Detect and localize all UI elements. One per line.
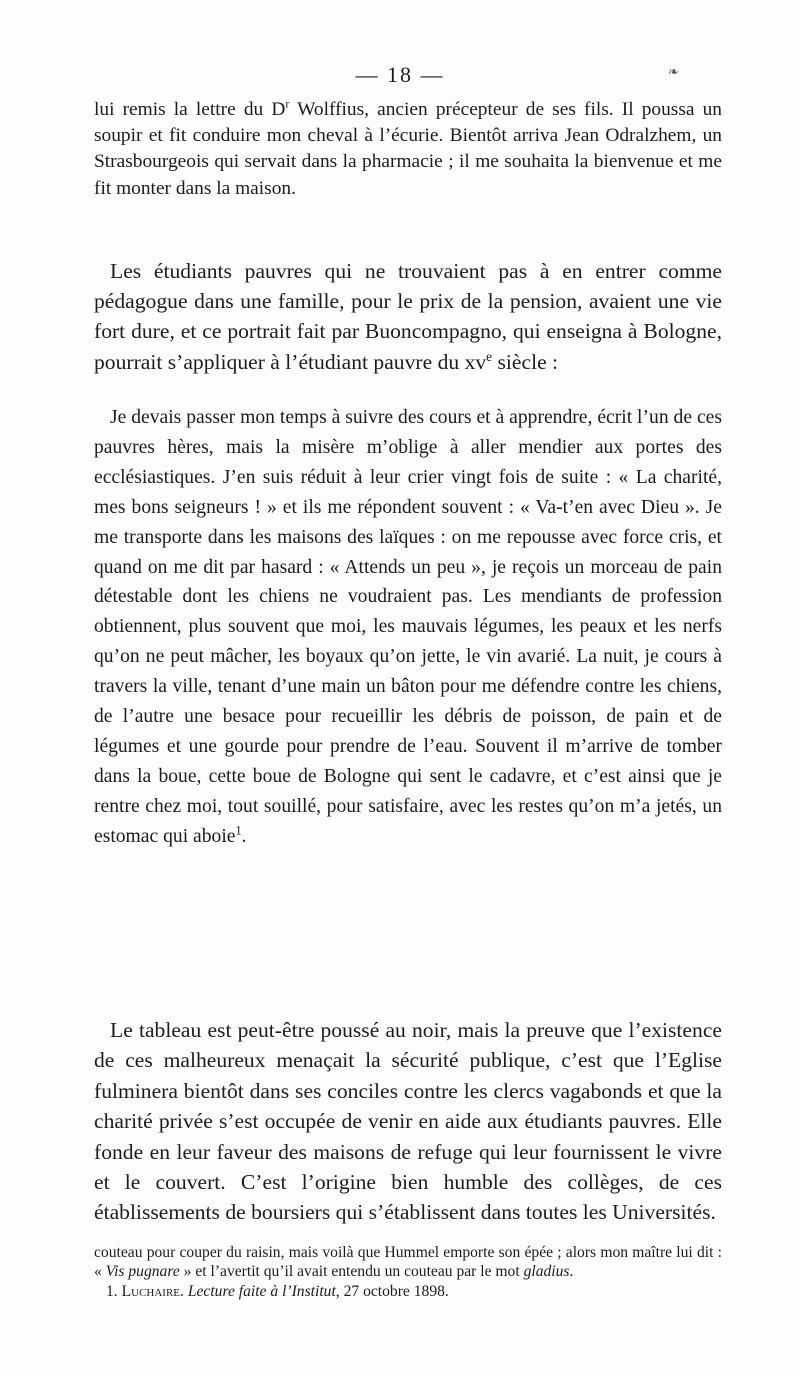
p1-text-a: lui remis la lettre du D bbox=[94, 99, 286, 120]
corner-ornament: ❧ bbox=[668, 64, 679, 79]
fn-number: 1. bbox=[106, 1283, 122, 1300]
fn-sep: . bbox=[180, 1283, 188, 1300]
paragraph-1 bbox=[94, 97, 722, 202]
fn-cont-c: . bbox=[569, 1263, 574, 1281]
p2-text-a: Les étudiants pauvres qui ne trouvaient pas à en entrer comme pédagogue dans une famille, pour le prix de la pension, avaient une vie fort dure, et ce portrait fait par Buoncompagno, qui enseigna à Bologne, pourrait s’appliquer à l’étudiant pauvre du xv bbox=[94, 259, 722, 374]
fn-cont-a: couteau pour couper du raisin, mais voilà que Hummel emporte son épée ; alors mon maître lui dit : « bbox=[94, 1244, 722, 1281]
p1-superscript: r bbox=[285, 96, 290, 111]
fn-cont-b: » et l’avertit qu’il avait entendu un couteau par le mot bbox=[179, 1263, 524, 1281]
fn-cont-italic-2: gladius bbox=[523, 1263, 570, 1281]
p3-text-b: . bbox=[241, 825, 247, 847]
footnote-ref-1: 1 bbox=[235, 823, 242, 838]
fn-cont-italic-1: Vis pugnare bbox=[105, 1263, 180, 1281]
paragraph-2 bbox=[94, 256, 722, 377]
p2-superscript: e bbox=[486, 348, 493, 364]
p1-text-b: Wolffius, ancien précepteur de ses fils. Il poussa un soupir et fit conduire mon cheval à l’écurie. Bientôt arriva Jean Odralzhem, un Strasbourgeois qui servait dans la pharmacie ; il me souhaita la bienvenue et me fit monter dans la maison. bbox=[94, 99, 722, 199]
page-number: — 18 — bbox=[355, 62, 445, 87]
p3-text-a: Je devais passer mon temps à suivre des cours et à apprendre, écrit l’un de ces pauvres hères, mais la misère m’oblige à aller mendier aux portes des ecclésiastiques. J’en suis réduit à leur crier vingt fois de suite : « La charité, mes bons seigneurs ! » et ils me répondent souvent : « Va-t’en avec Dieu ». Je me transporte dans les maisons des laïques : on me repousse avec force cris, et quand on me dit par hasard : « Attends un peu », je reçois un morceau de pain détestable dont les chiens ne voudraient pas. Les mendiants de profession obtiennent, plus souvent que moi, les mauvais légumes, les peaux et les nerfs qu’on ne peut mâcher, les boyaux qu’on jette, le vin avarié. La nuit, je cours à travers la ville, tenant d’une main un bâton pour me défendre contre les chiens, de l’autre une besace pour recueillir les débris de poisson, de pain et de légumes et une gourde pour prendre de l’eau. Souvent il m’arrive de tomber dans la boue, cette boue de Bologne qui sent le cadavre, et c’est ainsi que je rentre chez moi, tout souillé, pour satisfaire, avec les restes qu’on m’a jetés, un estomac qui aboie bbox=[94, 407, 722, 847]
footnote-1 bbox=[94, 1282, 722, 1301]
quotation-paragraph bbox=[94, 403, 722, 852]
paragraph-4: Le tableau est peut-être poussé au noir, mais la preuve que l’existence de ces malheureux menaçait la sécurité publique, c’est que l’Eglise fulminera bientôt dans ses conciles contre les clercs vagabonds et que la charité privée s’est occupée de venir en aide aux étudiants pauvres. Elle fonde en leur faveur des maisons de refuge qui leur fournissent le vivre et le couvert. C’est l’origine bien humble des collèges, de ces établissements de boursiers qui s’établissent dans toutes les Universités. bbox=[94, 1018, 722, 1225]
fn-author: Luchaire bbox=[121, 1283, 181, 1300]
footnote-continuation bbox=[94, 1243, 722, 1282]
fn-date: , 27 octobre 1898. bbox=[335, 1283, 449, 1300]
fn-title: Lecture faite à l’Institut bbox=[187, 1283, 336, 1300]
p2-text-b: siècle : bbox=[492, 349, 559, 374]
